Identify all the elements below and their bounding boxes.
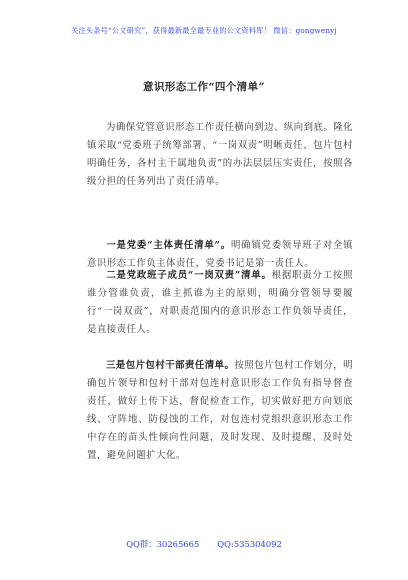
body-paragraph-intro xyxy=(87,119,353,191)
paragraph-lead: 一是党委“主体责任清单”。 xyxy=(106,240,231,251)
paragraph-lead: 三是包片包村干部责任清单。 xyxy=(106,360,235,371)
paragraph-text: 为确保党管意识形态工作责任横向到边、纵向到底。隆化镇采取“党委班子统筹部署、“一岗双责”明晰责任、包片包村明确任务，各村主干属地负责”的办法层层压实责任，按照各级分担的任务列出了责任清单。 xyxy=(87,122,353,187)
header-banner: 关注头条号“公文研究”，获得最新最全最专业的公文资料库！ 微信：gongwenyj xyxy=(71,26,337,35)
page-title: 意识形态工作“四个清单” xyxy=(143,81,265,93)
paragraph-text: 明确镇党委领导班子对全镇意识形态工作负主体责任，党委书记是第一责任人。 xyxy=(87,240,353,269)
footer-qq: QQ:535304092 xyxy=(217,539,282,549)
paragraph-lead: 二是党政班子成员“一岗双责”清单。 xyxy=(106,270,272,281)
paragraph-text: 根据职责分工按照谁分管谁负责，谁主抓谁为主的原则，明确分管领导要履行“一岗双责”，对职责范围内的意识形态工作负领导责任，是直接责任人。 xyxy=(87,270,353,335)
paragraph-text: 按照包片包村工作划分，明确包片领导和包村干部对包连村意识形态工作负有指导督查责任，做好上传下达，督促检查工作，切实做好把方向划底线、守阵地、防侵蚀的工作，对包连村党组织意识形态工作中存在的苗头性倾向性问题，及时发现、及时提醒、及时处置，避免问题扩大化。 xyxy=(87,360,353,461)
body-paragraph-3 xyxy=(87,357,353,465)
body-paragraph-2 xyxy=(87,267,353,339)
footer-contact xyxy=(0,538,408,550)
footer-qq-group: QQ群：30265665 xyxy=(126,539,200,549)
